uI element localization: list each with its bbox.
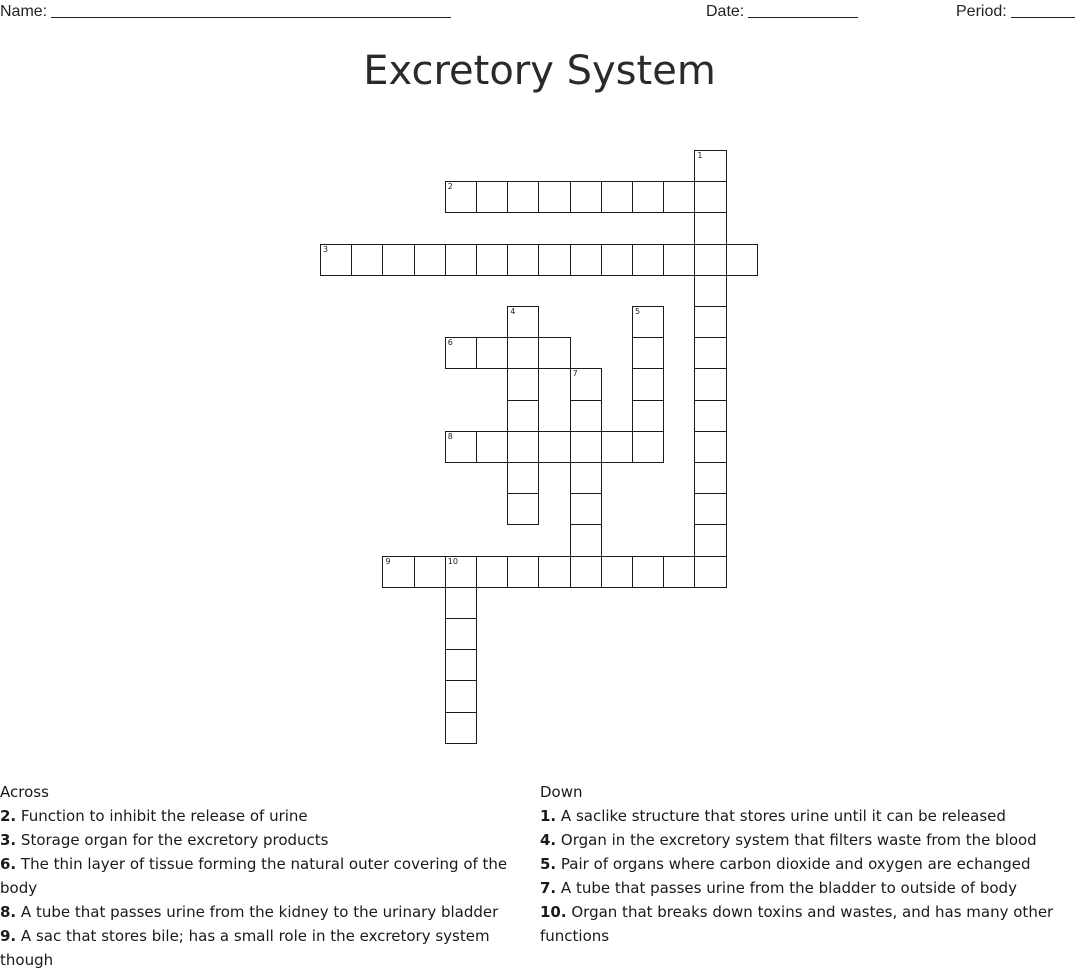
crossword-cell[interactable] (570, 431, 602, 463)
clue-number: 5 (635, 307, 641, 316)
clue-number: 9 (385, 556, 391, 566)
crossword-cell[interactable] (632, 556, 664, 588)
crossword-cell[interactable] (538, 337, 570, 369)
crossword-cell[interactable] (445, 337, 477, 369)
crossword-cell[interactable] (601, 181, 633, 213)
crossword-cell[interactable] (570, 400, 602, 432)
clue-number: 3 (323, 244, 329, 254)
crossword-cell[interactable] (632, 368, 664, 400)
crossword-cell[interactable] (570, 181, 602, 213)
crossword-cell[interactable] (445, 556, 477, 588)
clue-across: 9. A sac that stores bile; has a small role in the excretory system though (0, 927, 490, 969)
crossword-cell[interactable] (351, 244, 383, 276)
crossword-cell[interactable] (538, 556, 570, 588)
crossword-cell[interactable] (476, 556, 508, 588)
clue-down: 1. A saclike structure that stores urine until it can be released (540, 807, 1006, 825)
crossword-cell[interactable] (382, 244, 414, 276)
clue-number: 1 (697, 151, 703, 160)
clue-across: 3. Storage organ for the excretory products (0, 831, 329, 849)
crossword-cell[interactable] (694, 368, 726, 400)
period-label: Period: (956, 3, 1007, 20)
clue-number: 7 (572, 369, 578, 379)
page-title: Excretory System (363, 48, 716, 94)
crossword-cell[interactable] (632, 244, 664, 276)
clue-number: 8 (447, 431, 453, 441)
crossword-cell[interactable] (476, 181, 508, 213)
clue-number: 10 (447, 556, 458, 566)
across-clues (0, 780, 520, 972)
crossword-cell[interactable] (445, 587, 477, 619)
crossword-cell[interactable] (476, 431, 508, 463)
crossword-cell[interactable] (445, 712, 477, 744)
crossword-cell[interactable] (507, 368, 539, 400)
crossword-cell[interactable] (507, 181, 539, 213)
crossword-cell[interactable] (570, 244, 602, 276)
crossword-cell[interactable] (694, 306, 726, 338)
period-field[interactable] (956, 3, 1075, 21)
crossword-cell[interactable] (570, 493, 602, 525)
clue-number: 4 (510, 307, 516, 316)
crossword-cell[interactable] (476, 244, 508, 276)
crossword-cell[interactable] (445, 618, 477, 650)
crossword-cell[interactable] (507, 306, 539, 338)
crossword-cell[interactable] (694, 181, 726, 213)
crossword-cell[interactable] (570, 556, 602, 588)
crossword-cell[interactable] (632, 431, 664, 463)
clue-down: 10. Organ that breaks down toxins and wastes, and has many other functions (540, 903, 1054, 945)
crossword-cell[interactable] (663, 244, 695, 276)
crossword-cell[interactable] (445, 431, 477, 463)
crossword-cell[interactable] (507, 244, 539, 276)
crossword-cell[interactable] (507, 462, 539, 494)
crossword-cell[interactable] (507, 431, 539, 463)
clue-number: 6 (447, 338, 453, 348)
name-label: Name: (0, 3, 48, 20)
date-line[interactable] (748, 3, 858, 18)
name-line[interactable] (51, 3, 451, 18)
clue-across: 8. A tube that passes urine from the kidney to the urinary bladder (0, 903, 499, 921)
crossword-cell[interactable] (694, 212, 726, 244)
clue-number: 2 (447, 182, 453, 192)
crossword-cell[interactable] (507, 493, 539, 525)
crossword-cell[interactable] (570, 462, 602, 494)
crossword-cell[interactable] (601, 556, 633, 588)
crossword-cell[interactable] (694, 337, 726, 369)
crossword-cell[interactable] (382, 556, 414, 588)
crossword-cell[interactable] (694, 524, 726, 556)
crossword-cell[interactable] (414, 244, 446, 276)
across-heading: Across (0, 783, 49, 801)
crossword-cell[interactable] (694, 493, 726, 525)
crossword-cell[interactable] (507, 556, 539, 588)
crossword-cell[interactable] (320, 244, 352, 276)
crossword-cell[interactable] (694, 556, 726, 588)
date-label: Date: (706, 3, 745, 20)
crossword-cell[interactable] (445, 649, 477, 681)
clue-down: 7. A tube that passes urine from the bladder to outside of body (540, 879, 1017, 897)
crossword-cell[interactable] (632, 306, 664, 338)
crossword-cell[interactable] (538, 181, 570, 213)
down-heading: Down (540, 783, 583, 801)
period-line[interactable] (1011, 3, 1075, 18)
crossword-cell[interactable] (632, 181, 664, 213)
crossword-cell[interactable] (570, 524, 602, 556)
crossword-cell[interactable] (694, 150, 726, 182)
crossword-cell[interactable] (570, 368, 602, 400)
crossword-cell[interactable] (632, 337, 664, 369)
crossword-cell[interactable] (507, 400, 539, 432)
crossword-cell[interactable] (694, 431, 726, 463)
name-field[interactable] (0, 3, 451, 21)
crossword-cell[interactable] (414, 556, 446, 588)
crossword-cell[interactable] (601, 431, 633, 463)
crossword-cell[interactable] (538, 244, 570, 276)
crossword-cell[interactable] (632, 400, 664, 432)
clue-across: 2. Function to inhibit the release of urine (0, 807, 308, 825)
crossword-cell[interactable] (445, 680, 477, 712)
crossword-cell[interactable] (538, 431, 570, 463)
crossword-cell[interactable] (476, 337, 508, 369)
crossword-cell[interactable] (663, 181, 695, 213)
crossword-cell[interactable] (445, 244, 477, 276)
crossword-cell[interactable] (694, 462, 726, 494)
crossword-cell[interactable] (663, 556, 695, 588)
crossword-cell[interactable] (694, 244, 726, 276)
crossword-cell[interactable] (601, 244, 633, 276)
date-field[interactable] (706, 3, 858, 21)
crossword-cell[interactable] (507, 337, 539, 369)
crossword-cell[interactable] (445, 181, 477, 213)
crossword-cell[interactable] (694, 275, 726, 307)
crossword-cell[interactable] (726, 244, 758, 276)
clue-down: 4. Organ in the excretory system that filters waste from the blood (540, 831, 1037, 849)
clue-across: 6. The thin layer of tissue forming the natural outer covering of the body (0, 855, 508, 897)
clue-down: 5. Pair of organs where carbon dioxide and oxygen are echanged (540, 855, 1031, 873)
down-clues (540, 780, 1070, 948)
crossword-cell[interactable] (694, 400, 726, 432)
